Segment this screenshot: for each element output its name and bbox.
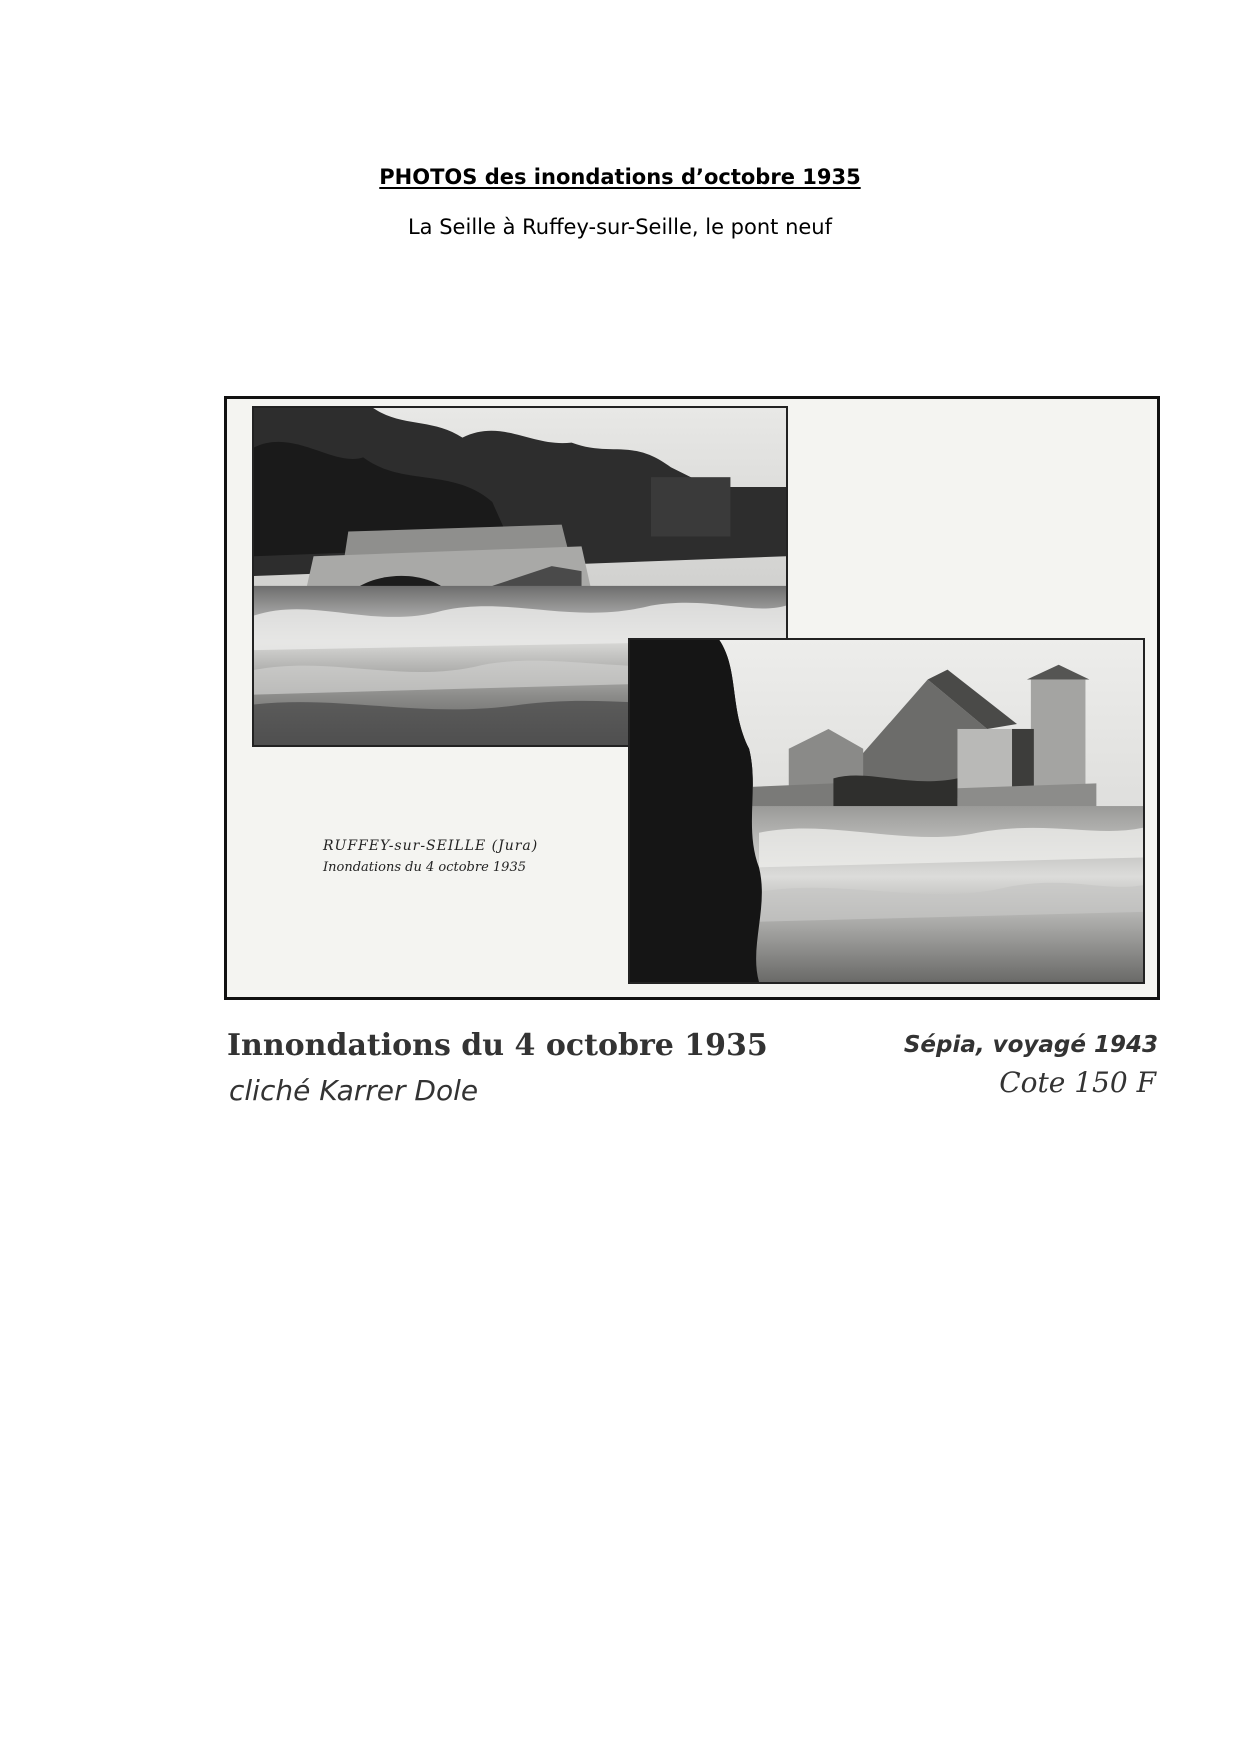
postcard-title: RUFFEY-sur-SEILLE (Jura)	[323, 838, 539, 854]
caption-price: Cote 150 F	[999, 1066, 1156, 1099]
page-heading	[0, 165, 1240, 189]
flood-photo-village	[628, 638, 1145, 984]
flood-photo-village-image	[630, 640, 1143, 982]
caption-info: Sépia, voyagé 1943	[903, 1032, 1158, 1058]
caption-main: Innondations du 4 octobre 1935	[227, 1028, 768, 1063]
postcard-scan	[224, 396, 1160, 1000]
postcard-caption	[323, 838, 623, 875]
caption-credit: cliché Karrer Dole	[229, 1074, 479, 1107]
postcard-date: Inondations du 4 octobre 1935	[323, 860, 526, 875]
page-subheading: La Seille à Ruffey-sur-Seille, le pont neuf	[407, 215, 833, 239]
page-heading-text: PHOTOS des inondations d’octobre 1935	[379, 165, 861, 189]
